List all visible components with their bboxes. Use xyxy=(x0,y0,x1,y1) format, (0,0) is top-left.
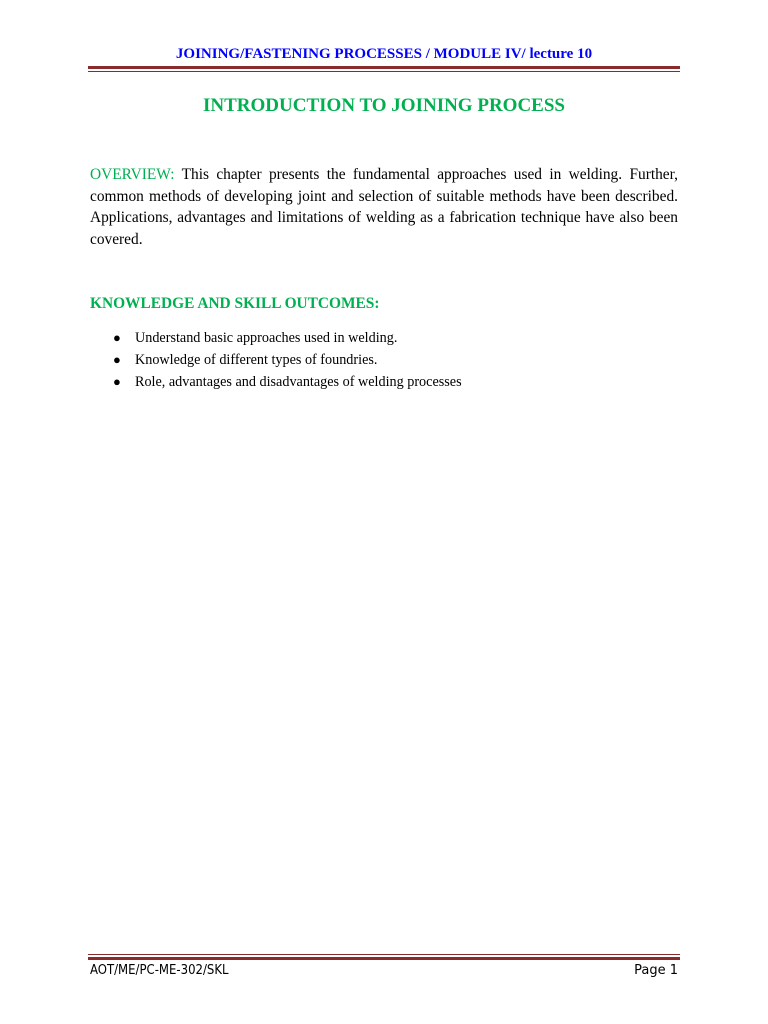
overview-text: This chapter presents the fundamental approaches used in welding. Further, common methods of developing joint and selection of suitable methods have been described. Applications, advantages and limitations of welding as a fabrication technique have also been covered. xyxy=(90,166,678,249)
outcome-text: Knowledge of different types of foundries. xyxy=(135,352,378,368)
footer-course-code: AOT/ME/PC-ME-302/SKL xyxy=(90,963,229,978)
list-item xyxy=(90,349,678,371)
bullet-icon: ● xyxy=(113,374,121,389)
header-rule-thin xyxy=(88,71,680,72)
footer-rule-thin xyxy=(88,954,680,955)
running-header: JOINING/FASTENING PROCESSES / MODULE IV/ lecture 10 xyxy=(175,46,593,62)
footer-rule-thick xyxy=(88,957,680,960)
outcomes-list xyxy=(90,327,678,393)
page-title: INTRODUCTION TO JOINING PROCESS xyxy=(203,95,565,116)
outcome-text: Understand basic approaches used in welding. xyxy=(135,330,398,346)
outcome-text: Role, advantages and disadvantages of welding processes xyxy=(135,374,462,390)
header-rule-thick xyxy=(88,66,680,69)
bullet-icon: ● xyxy=(113,330,121,345)
outcomes-heading: KNOWLEDGE AND SKILL OUTCOMES: xyxy=(90,295,380,312)
overview-paragraph xyxy=(90,164,678,251)
footer-page-number: Page 1 xyxy=(634,963,678,978)
overview-label: OVERVIEW: xyxy=(90,166,175,183)
list-item xyxy=(90,327,678,349)
list-item xyxy=(90,371,678,393)
bullet-icon: ● xyxy=(113,352,121,367)
